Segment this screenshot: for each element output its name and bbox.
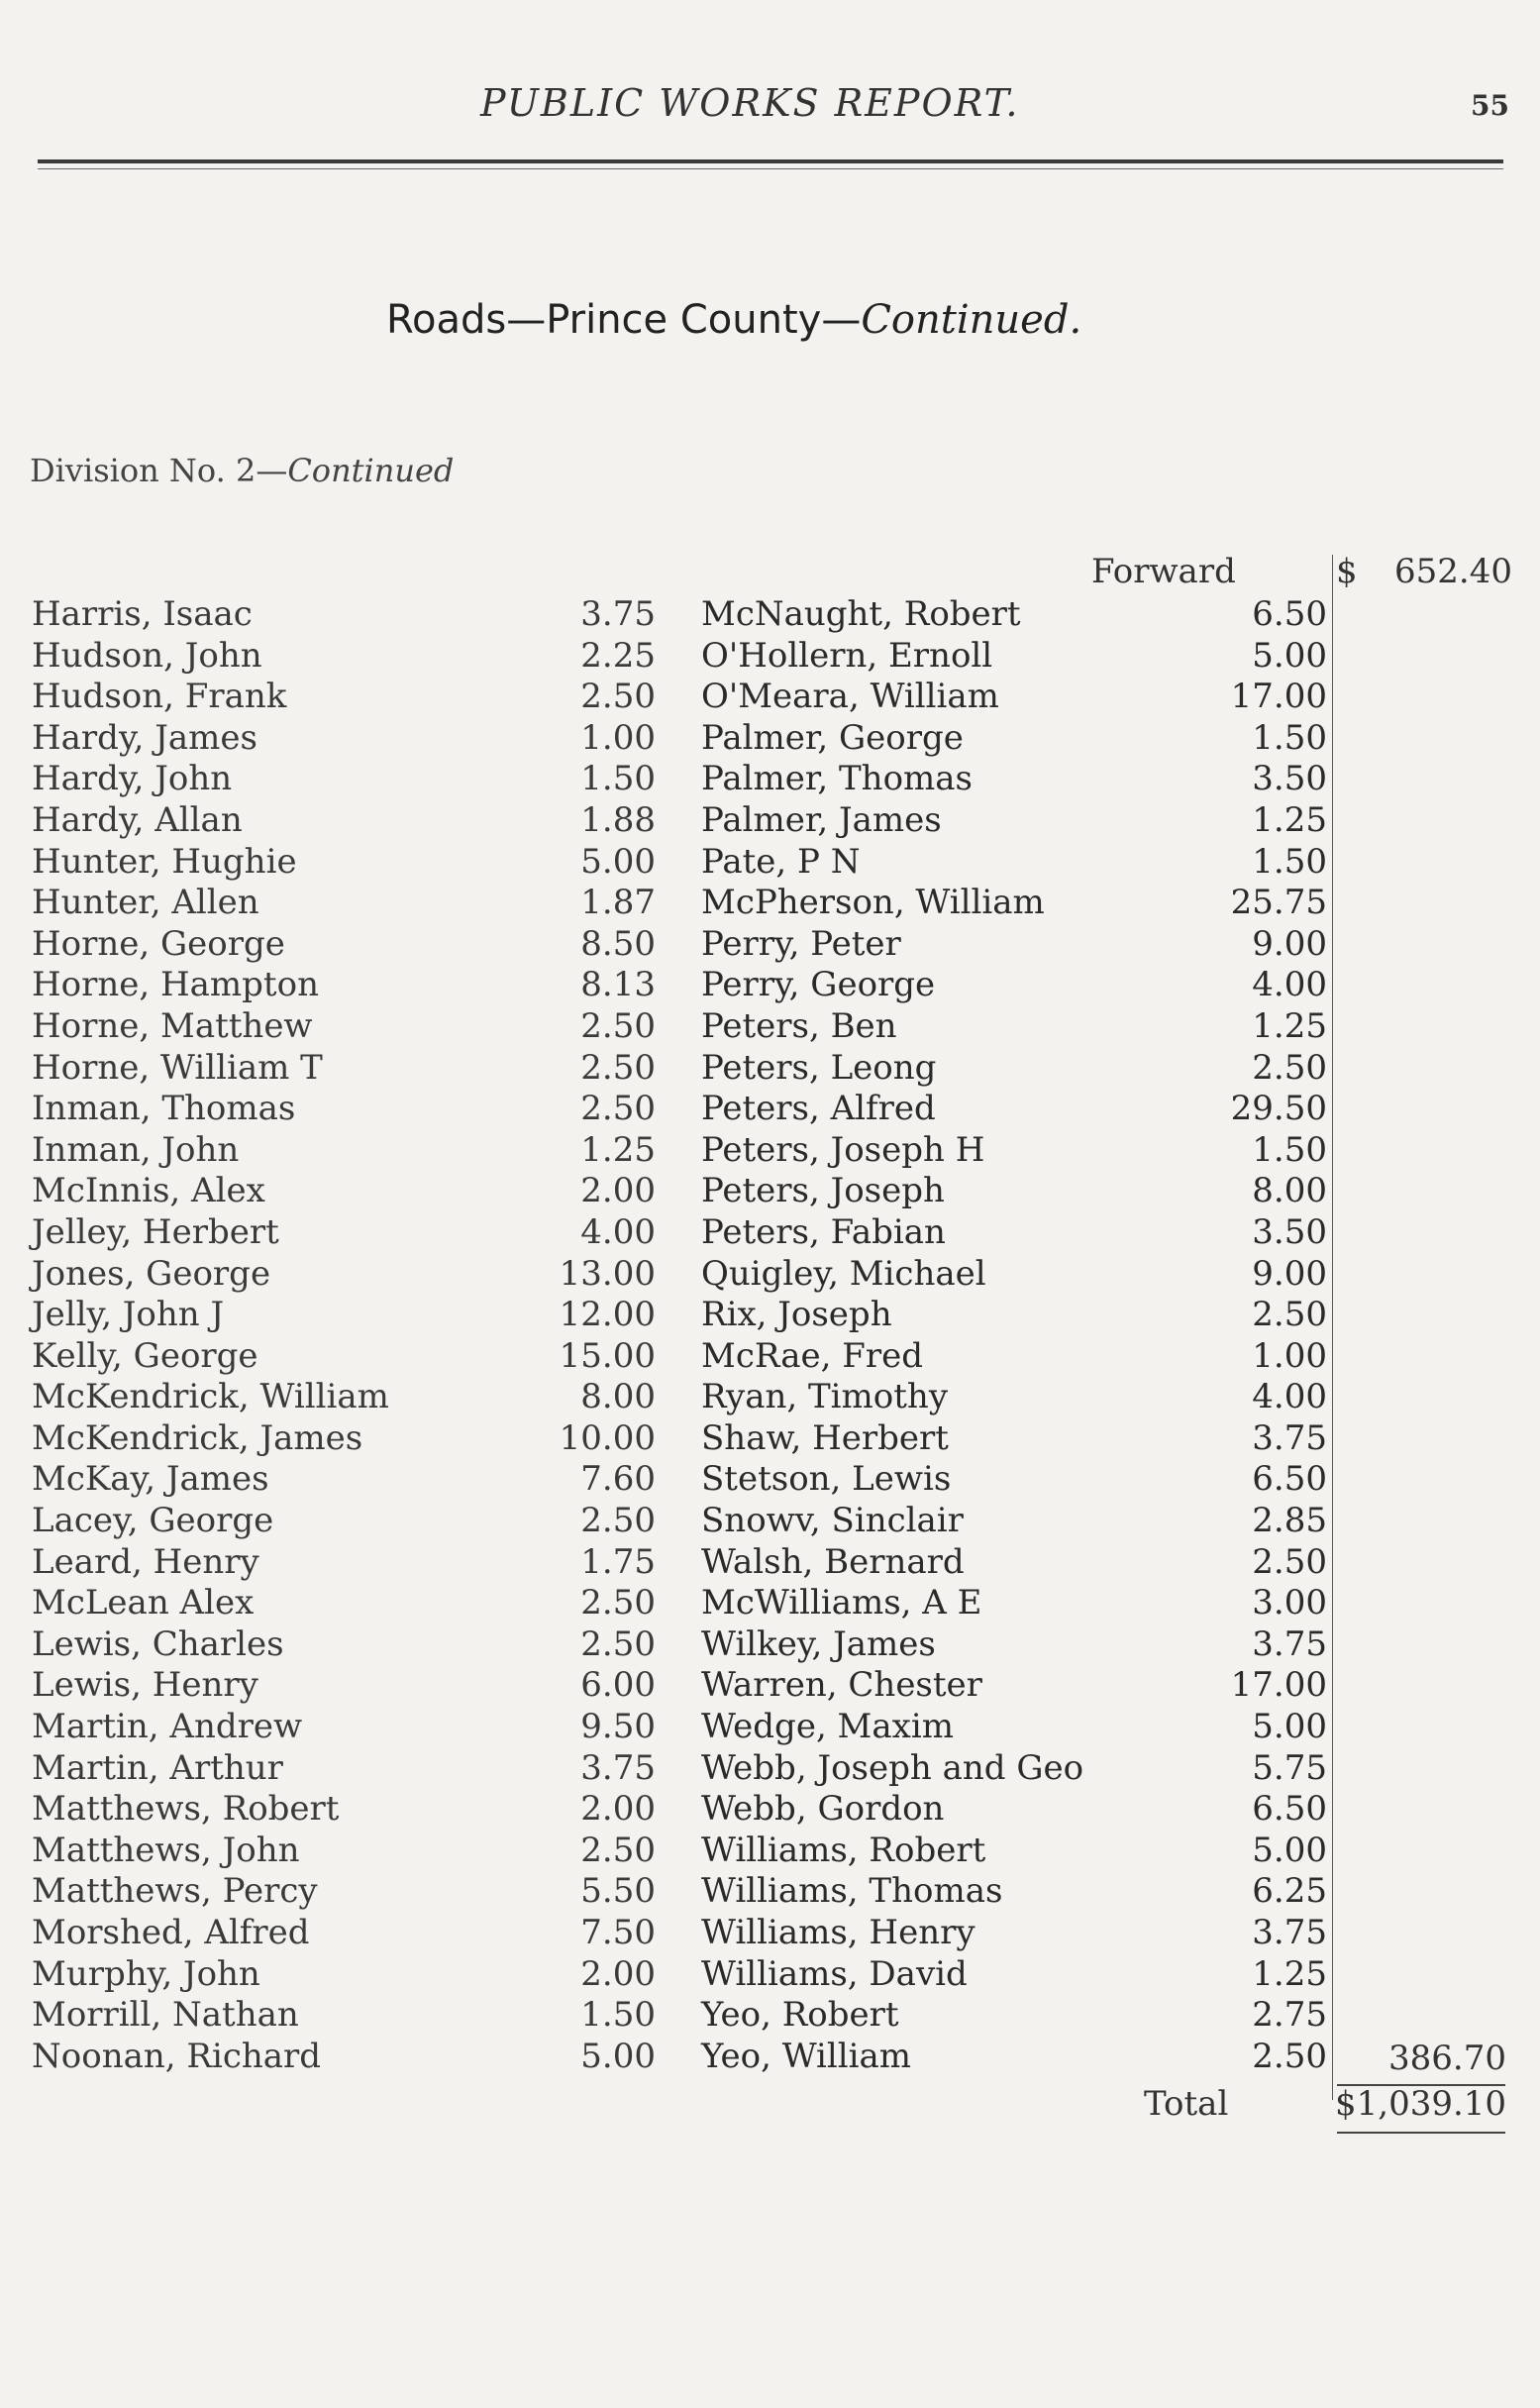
left-amount: 9.50 <box>580 1707 656 1747</box>
left-amount: 1.75 <box>580 1541 656 1582</box>
left-name: Kelly, George <box>32 1335 258 1376</box>
left-amount: 1.00 <box>580 717 656 758</box>
right-amount: 29.50 <box>1230 1089 1327 1129</box>
left-amount: 15.00 <box>559 1335 656 1376</box>
right-amount: 4.00 <box>1252 1377 1327 1417</box>
right-amount: 5.75 <box>1252 1747 1327 1788</box>
ledger-rows <box>0 594 1540 2077</box>
right-amount: 3.75 <box>1252 1913 1327 1952</box>
left-amount: 4.00 <box>580 1211 656 1252</box>
division-label: Division No. 2— <box>30 452 288 489</box>
right-amount: 1.50 <box>1252 1129 1327 1170</box>
right-amount: 6.25 <box>1252 1871 1327 1912</box>
left-name: Jelley, Herbert <box>32 1211 279 1252</box>
left-amount: 2.00 <box>580 1953 656 1994</box>
left-name: Martin, Arthur <box>32 1747 283 1788</box>
table-row <box>0 924 1540 966</box>
right-amount: 2.75 <box>1252 1995 1327 2036</box>
total-label: Total <box>1144 2084 1229 2124</box>
left-amount: 2.25 <box>580 635 656 676</box>
right-name: Peters, Alfred <box>701 1089 936 1129</box>
right-name: McWilliams, A E <box>701 1583 982 1623</box>
right-name: Palmer, James <box>701 799 942 840</box>
table-row <box>0 1171 1540 1212</box>
left-amount: 1.25 <box>580 1129 656 1170</box>
right-amount: 4.00 <box>1252 965 1327 1005</box>
section-title <box>386 297 1081 343</box>
right-name: Peters, Ben <box>701 1005 897 1046</box>
running-header <box>0 81 1540 141</box>
right-amount: 17.00 <box>1230 677 1327 717</box>
right-amount: 3.00 <box>1252 1583 1327 1623</box>
left-name: McKay, James <box>32 1459 269 1500</box>
right-name: McPherson, William <box>701 883 1045 923</box>
right-amount: 8.00 <box>1252 1171 1327 1211</box>
left-amount: 3.75 <box>580 594 656 634</box>
left-name: Horne, William T <box>32 1047 323 1088</box>
left-amount: 2.00 <box>580 1789 656 1830</box>
total-value: $1,039.10 <box>1335 2084 1507 2124</box>
left-name: Harris, Isaac <box>32 594 253 634</box>
table-row <box>0 965 1540 1006</box>
left-name: Hudson, John <box>32 635 262 676</box>
left-name: Horne, George <box>32 923 285 964</box>
left-name: Inman, John <box>32 1129 240 1170</box>
right-name: Stetson, Lewis <box>701 1459 952 1500</box>
right-amount: 1.25 <box>1252 1953 1327 1994</box>
right-amount: 25.75 <box>1230 883 1327 923</box>
right-name: Webb, Joseph and Geo <box>701 1747 1084 1788</box>
left-name: Morshed, Alfred <box>32 1913 310 1952</box>
table-row <box>0 1913 1540 1954</box>
section-title-continued: Continued. <box>861 297 1082 343</box>
page-number: 55 <box>1471 89 1509 122</box>
forward-value: 652.40 <box>1394 552 1512 591</box>
left-amount: 6.00 <box>580 1665 656 1706</box>
left-amount: 8.13 <box>580 965 656 1005</box>
left-name: Hardy, James <box>32 717 257 758</box>
table-row <box>0 636 1540 678</box>
right-name: Webb, Gordon <box>701 1789 945 1830</box>
left-amount: 2.50 <box>580 1501 656 1541</box>
left-name: Matthews, John <box>32 1830 300 1870</box>
forward-label: Forward <box>1091 552 1236 591</box>
forward-dollar-sign: $ <box>1336 552 1358 591</box>
subtotal-value: 386.70 <box>1388 2039 1506 2078</box>
header-rule <box>38 159 1503 163</box>
table-row <box>0 842 1540 884</box>
table-row <box>0 1831 1540 1872</box>
table-row <box>0 1542 1540 1584</box>
right-name: Rix, Joseph <box>701 1295 892 1335</box>
right-amount: 3.50 <box>1252 759 1327 799</box>
left-amount: 1.50 <box>580 759 656 799</box>
left-amount: 2.50 <box>580 1047 656 1088</box>
left-name: Inman, Thomas <box>32 1089 296 1129</box>
right-name: Pate, P N <box>701 841 861 882</box>
right-name: Palmer, George <box>701 717 964 758</box>
right-amount: 6.50 <box>1252 1459 1327 1500</box>
table-row <box>0 2037 1540 2078</box>
right-name: Peters, Fabian <box>701 1211 946 1252</box>
table-row <box>0 1871 1540 1913</box>
right-name: Perry, Peter <box>701 923 901 964</box>
table-row <box>0 1583 1540 1624</box>
table-row <box>0 759 1540 800</box>
left-name: Hunter, Allen <box>32 883 259 923</box>
right-amount: 9.00 <box>1252 923 1327 964</box>
left-name: Hunter, Hughie <box>32 841 297 882</box>
right-amount: 17.00 <box>1230 1665 1327 1706</box>
right-amount: 5.00 <box>1252 1830 1327 1870</box>
right-amount: 3.50 <box>1252 1211 1327 1252</box>
running-title: PUBLIC WORKS REPORT. <box>480 81 1020 125</box>
left-name: Matthews, Percy <box>32 1871 318 1912</box>
left-amount: 1.88 <box>580 799 656 840</box>
right-name: McNaught, Robert <box>701 594 1021 634</box>
right-amount: 5.00 <box>1252 1707 1327 1747</box>
right-name: Warren, Chester <box>701 1665 982 1706</box>
table-row <box>0 1624 1540 1666</box>
right-name: Yeo, Robert <box>701 1995 899 2036</box>
left-name: McKendrick, William <box>32 1377 389 1417</box>
left-amount: 1.87 <box>580 883 656 923</box>
left-name: Horne, Hampton <box>32 965 319 1005</box>
left-name: Lewis, Charles <box>32 1623 284 1664</box>
left-amount: 10.00 <box>559 1417 656 1458</box>
right-name: Shaw, Herbert <box>701 1417 949 1458</box>
right-amount: 2.50 <box>1252 1541 1327 1582</box>
table-row <box>0 1377 1540 1418</box>
left-amount: 5.00 <box>580 841 656 882</box>
right-name: Ryan, Timothy <box>701 1377 949 1417</box>
right-name: Perry, George <box>701 965 936 1005</box>
right-amount: 1.50 <box>1252 841 1327 882</box>
right-amount: 2.50 <box>1252 1295 1327 1335</box>
left-amount: 7.60 <box>580 1459 656 1500</box>
left-amount: 2.50 <box>580 1089 656 1129</box>
left-name: Horne, Matthew <box>32 1005 313 1046</box>
left-amount: 8.50 <box>580 923 656 964</box>
right-amount: 6.50 <box>1252 1789 1327 1830</box>
right-name: Williams, David <box>701 1953 968 1994</box>
left-name: Noonan, Richard <box>32 2036 322 2076</box>
right-name: Williams, Henry <box>701 1913 975 1952</box>
right-amount: 9.00 <box>1252 1253 1327 1294</box>
left-amount: 5.50 <box>580 1871 656 1912</box>
table-row <box>0 1459 1540 1501</box>
right-name: Yeo, William <box>701 2036 912 2076</box>
right-amount: 1.25 <box>1252 799 1327 840</box>
right-name: O'Hollern, Ernoll <box>701 635 993 676</box>
right-amount: 2.50 <box>1252 2036 1327 2076</box>
left-name: McKendrick, James <box>32 1417 363 1458</box>
section-title-text: Roads—Prince County— <box>386 297 862 343</box>
right-amount: 2.50 <box>1252 1047 1327 1088</box>
left-amount: 3.75 <box>580 1747 656 1788</box>
table-row <box>0 1665 1540 1707</box>
left-name: Murphy, John <box>32 1953 260 1994</box>
right-amount: 5.00 <box>1252 635 1327 676</box>
table-row <box>0 1954 1540 1996</box>
left-amount: 2.50 <box>580 677 656 717</box>
right-amount: 1.25 <box>1252 1005 1327 1046</box>
header-rule-thin <box>38 168 1503 169</box>
left-amount: 7.50 <box>580 1913 656 1952</box>
division-continued: Continued <box>287 452 455 489</box>
left-amount: 13.00 <box>559 1253 656 1294</box>
left-name: Jelly, John J <box>32 1295 225 1335</box>
left-amount: 5.00 <box>580 2036 656 2076</box>
right-amount: 3.75 <box>1252 1623 1327 1664</box>
left-amount: 2.50 <box>580 1830 656 1870</box>
right-name: Wedge, Maxim <box>701 1707 954 1747</box>
right-name: Snowv, Sinclair <box>701 1501 964 1541</box>
right-amount: 6.50 <box>1252 594 1327 634</box>
left-amount: 12.00 <box>559 1295 656 1335</box>
right-name: Wilkey, James <box>701 1623 936 1664</box>
table-row <box>0 1789 1540 1831</box>
left-name: Martin, Andrew <box>32 1707 303 1747</box>
left-name: Hardy, John <box>32 759 233 799</box>
right-name: Williams, Robert <box>701 1830 986 1870</box>
right-name: Peters, Leong <box>701 1047 937 1088</box>
left-name: McInnis, Alex <box>32 1171 265 1211</box>
left-name: Leard, Henry <box>32 1541 259 1582</box>
table-row <box>0 1418 1540 1460</box>
table-row <box>0 1295 1540 1336</box>
right-amount: 1.00 <box>1252 1335 1327 1376</box>
left-amount: 8.00 <box>580 1377 656 1417</box>
right-name: Walsh, Bernard <box>701 1541 965 1582</box>
right-amount: 1.50 <box>1252 717 1327 758</box>
right-name: Peters, Joseph H <box>701 1129 985 1170</box>
right-name: McRae, Fred <box>701 1335 923 1376</box>
table-row <box>0 1048 1540 1090</box>
left-name: Lewis, Henry <box>32 1665 258 1706</box>
right-name: O'Meara, William <box>701 677 999 717</box>
table-row <box>0 594 1540 636</box>
left-name: Morrill, Nathan <box>32 1995 299 2036</box>
left-amount: 2.50 <box>580 1583 656 1623</box>
left-name: McLean Alex <box>32 1583 255 1623</box>
left-amount: 2.50 <box>580 1005 656 1046</box>
table-row <box>0 1707 1540 1748</box>
left-name: Hudson, Frank <box>32 677 287 717</box>
division-heading <box>30 452 454 489</box>
total-rule <box>1337 2132 1505 2134</box>
right-name: Quigley, Michael <box>701 1253 986 1294</box>
table-row <box>0 677 1540 718</box>
right-name: Williams, Thomas <box>701 1871 1003 1912</box>
table-row <box>0 1006 1540 1048</box>
left-name: Matthews, Robert <box>32 1789 340 1830</box>
left-amount: 2.50 <box>580 1623 656 1664</box>
table-row <box>0 1089 1540 1130</box>
table-row <box>0 1995 1540 2037</box>
table-row <box>0 1212 1540 1254</box>
table-row <box>0 718 1540 760</box>
left-name: Jones, George <box>32 1253 271 1294</box>
table-row <box>0 1748 1540 1790</box>
right-name: Peters, Joseph <box>701 1171 945 1211</box>
left-name: Lacey, George <box>32 1501 274 1541</box>
table-row <box>0 883 1540 924</box>
table-row <box>0 1336 1540 1378</box>
table-row <box>0 1501 1540 1542</box>
right-name: Palmer, Thomas <box>701 759 973 799</box>
left-amount: 2.00 <box>580 1171 656 1211</box>
table-row <box>0 1130 1540 1172</box>
table-row <box>0 800 1540 842</box>
right-amount: 2.85 <box>1252 1501 1327 1541</box>
left-name: Hardy, Allan <box>32 799 243 840</box>
right-amount: 3.75 <box>1252 1417 1327 1458</box>
left-amount: 1.50 <box>580 1995 656 2036</box>
table-row <box>0 1254 1540 1296</box>
